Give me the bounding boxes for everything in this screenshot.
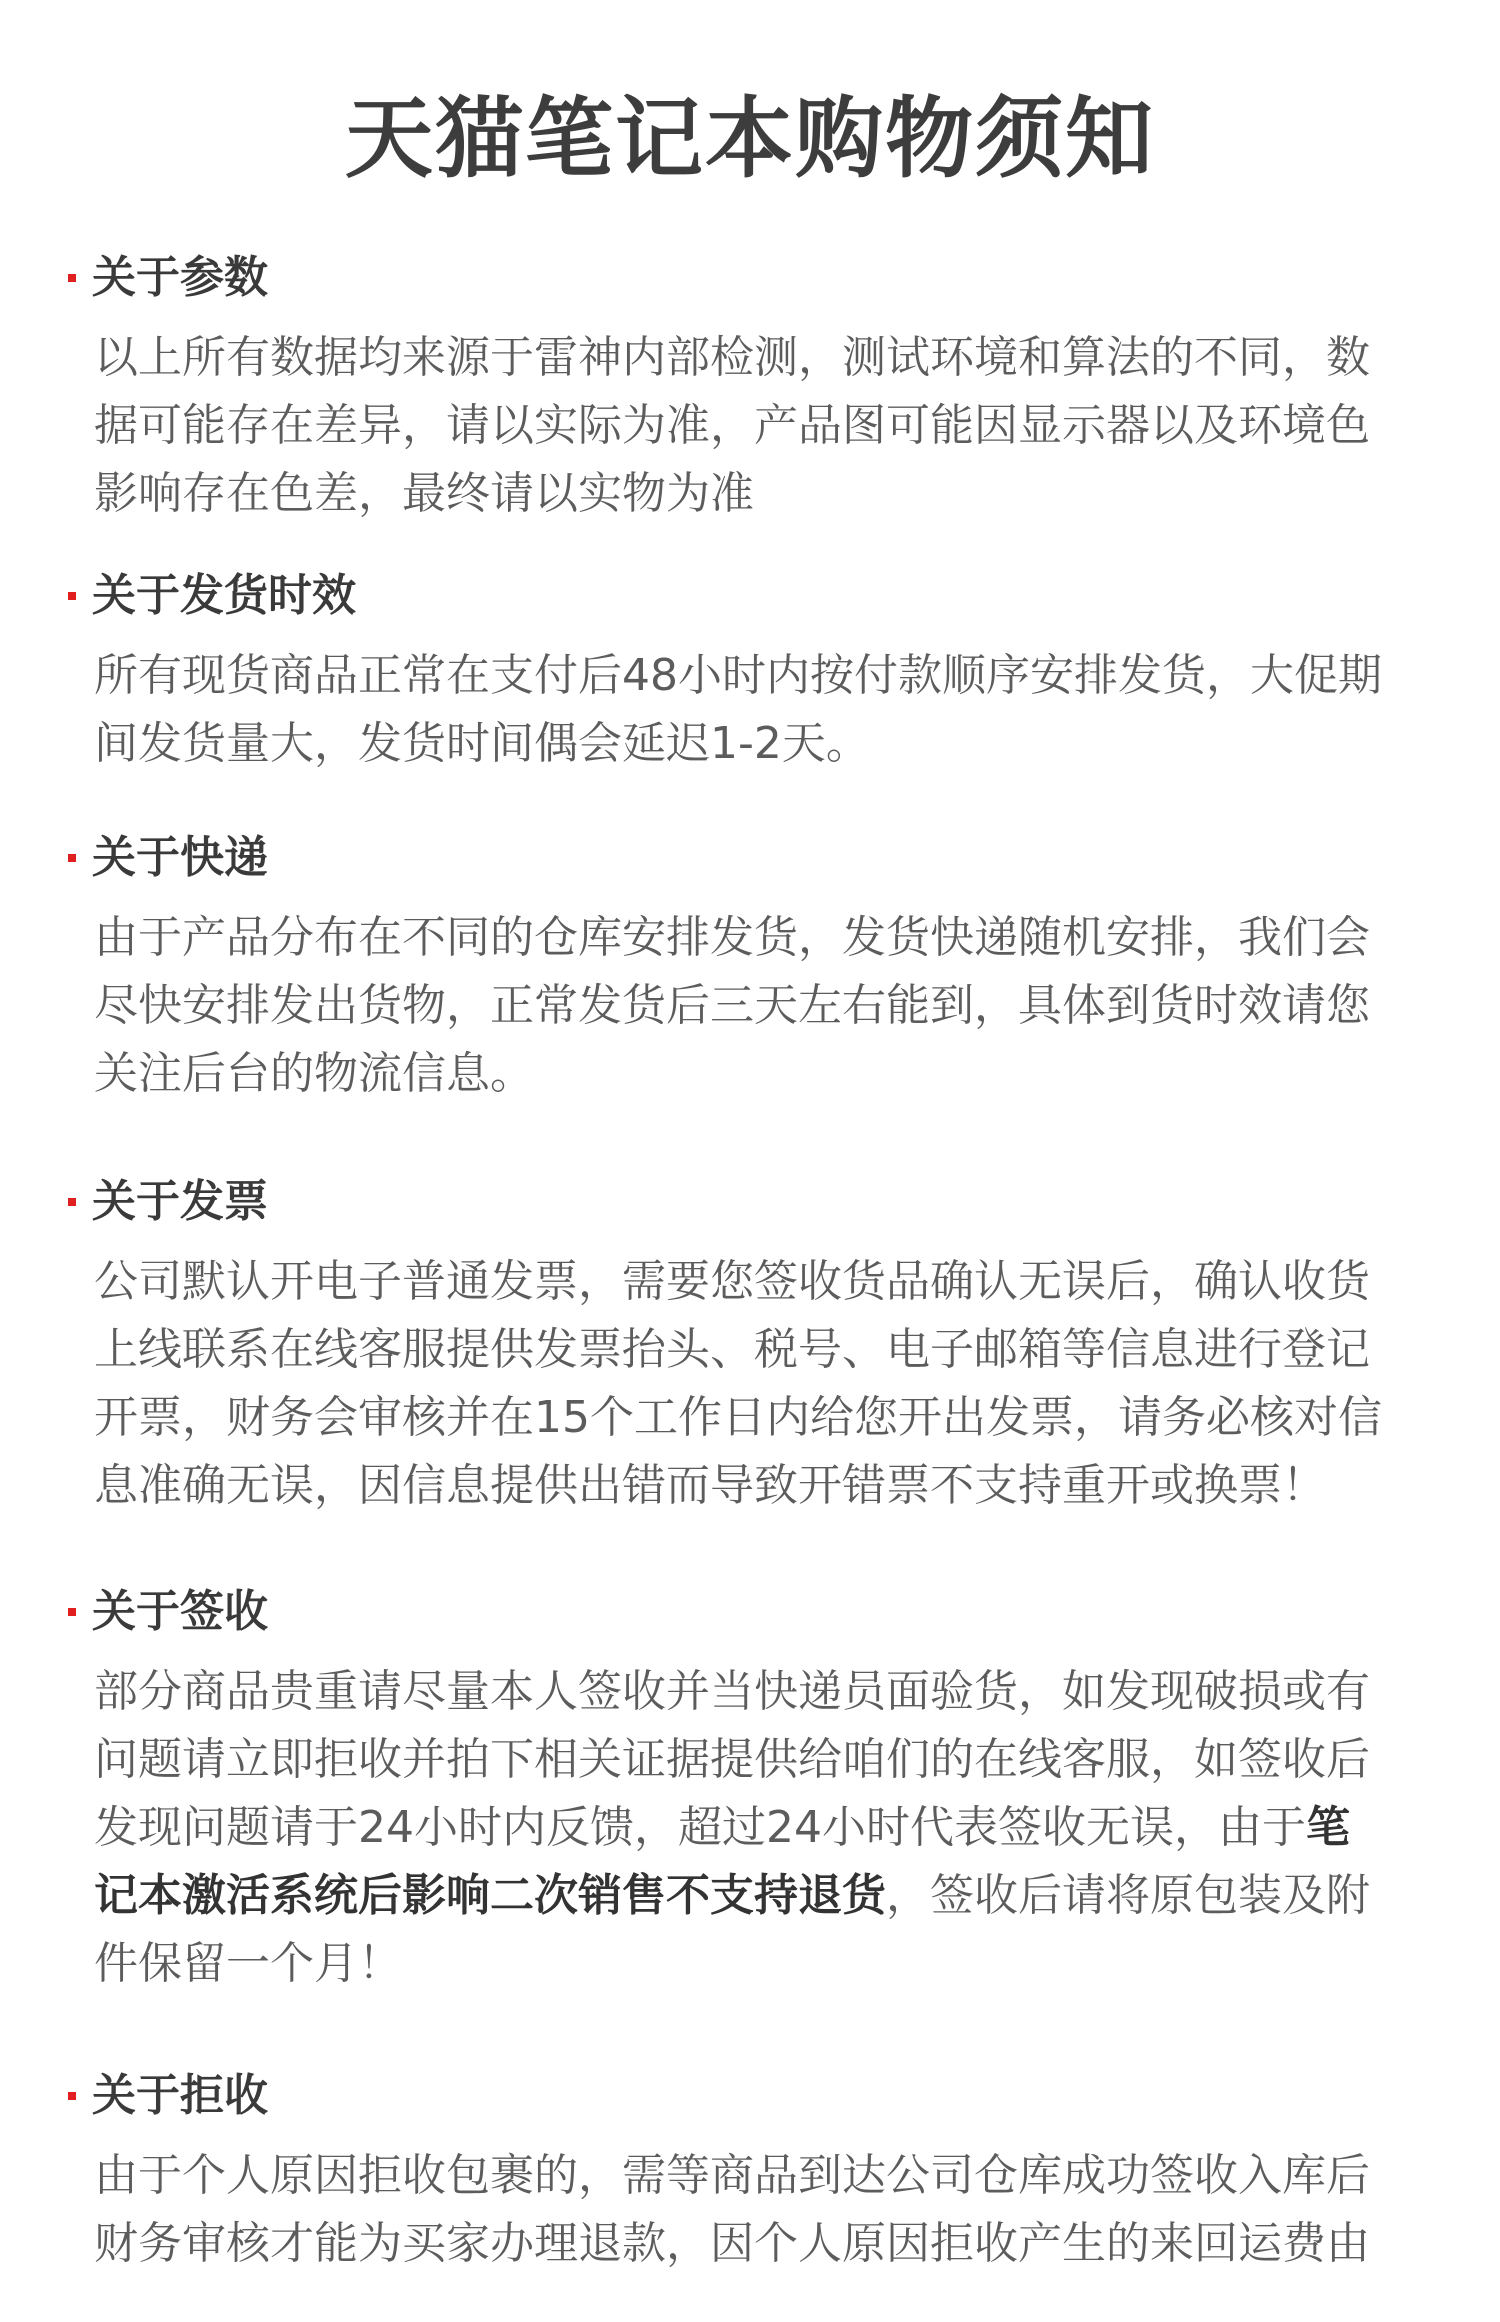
section-heading-text: 关于签收: [92, 1586, 268, 1637]
body-line: 财务审核才能为买家办理退款，因个人原因拒收产生的来回运费由: [94, 2218, 1370, 2269]
section-body: [94, 2142, 1414, 2278]
body-line: 间发货量大，发货时间偶会延迟1-2天。: [94, 718, 870, 769]
section-heading-text: 关于快递: [92, 832, 268, 883]
section-heading: [68, 248, 268, 308]
section-body: [94, 324, 1414, 528]
section-heading: [68, 566, 356, 626]
section-heading: [68, 828, 268, 888]
bullet-icon: [68, 592, 76, 600]
bullet-icon: [68, 1608, 76, 1616]
body-line: 据可能存在差异，请以实际为准，产品图可能因显示器以及环境色: [94, 400, 1370, 451]
section-heading: [68, 2066, 268, 2126]
section-heading: [68, 1582, 268, 1642]
section-body: [94, 1658, 1414, 1998]
body-line: 所有现货商品正常在支付后48小时内按付款顺序安排发货，大促期: [94, 650, 1382, 701]
body-line-text: 发现问题请于24小时内反馈，超过24小时代表签收无误，由于: [94, 1802, 1306, 1853]
body-line: 尽快安排发出货物，正常发货后三天左右能到，具体到货时效请您: [94, 980, 1370, 1031]
emphasis-text: 记本激活系统后影响二次销售不支持退货: [94, 1870, 886, 1921]
section-heading-text: 关于参数: [92, 252, 268, 303]
section-heading: [68, 1172, 268, 1232]
body-line: 公司默认开电子普通发票，需要您签收货品确认无误后，确认收货: [94, 1256, 1370, 1307]
body-line-text: ，签收后请将原包装及附: [886, 1870, 1370, 1921]
body-line: 上线联系在线客服提供发票抬头、税号、电子邮箱等信息进行登记: [94, 1324, 1370, 1375]
body-line: [94, 1794, 1414, 1862]
section-body: [94, 642, 1414, 778]
bullet-icon: [68, 854, 76, 862]
body-line: 部分商品贵重请尽量本人签收并当快递员面验货，如发现破损或有: [94, 1666, 1370, 1717]
body-line: 由于个人原因拒收包裹的，需等商品到达公司仓库成功签收入库后: [94, 2150, 1370, 2201]
section-heading-text: 关于发票: [92, 1176, 268, 1227]
body-line: 以上所有数据均来源于雷神内部检测，测试环境和算法的不同，数: [94, 332, 1370, 383]
section-body: [94, 1248, 1414, 1520]
body-line: 影响存在色差，最终请以实物为准: [94, 468, 754, 519]
emphasis-text: 笔: [1305, 1802, 1350, 1853]
body-line: 息准确无误，因信息提供出错而导致开错票不支持重开或换票！: [94, 1460, 1326, 1511]
body-line: 问题请立即拒收并拍下相关证据提供给咱们的在线客服，如签收后: [94, 1734, 1370, 1785]
body-line: [94, 1862, 1414, 1930]
bullet-icon: [68, 274, 76, 282]
body-line: 由于产品分布在不同的仓库安排发货，发货快递随机安排，我们会: [94, 912, 1370, 963]
body-line: 件保留一个月！: [94, 1938, 402, 1989]
section-body: [94, 904, 1414, 1108]
body-line: 开票，财务会审核并在15个工作日内给您开出发票，请务必核对信: [94, 1392, 1382, 1443]
bullet-icon: [68, 1198, 76, 1206]
bullet-icon: [68, 2092, 76, 2100]
page-title: 天猫笔记本购物须知: [344, 87, 1155, 190]
body-line: 关注后台的物流信息。: [94, 1048, 534, 1099]
section-heading-text: 关于拒收: [92, 2070, 268, 2121]
section-heading-text: 关于发货时效: [92, 570, 356, 621]
